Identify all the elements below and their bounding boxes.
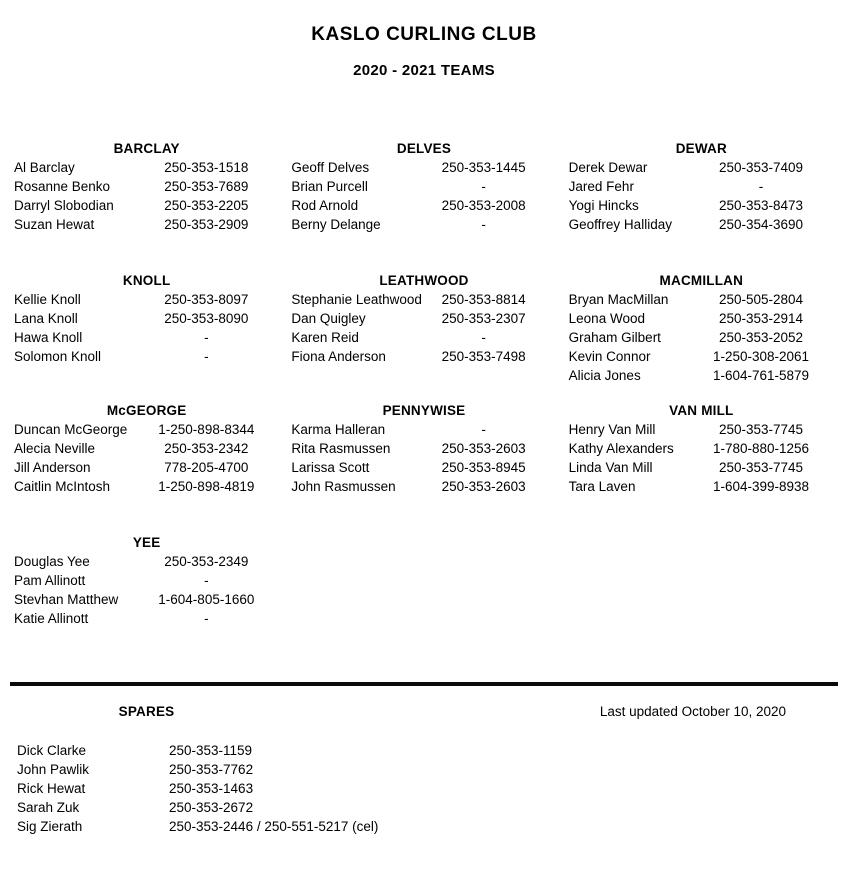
member-name: Karma Halleran	[291, 422, 386, 437]
team-name: PENNYWISE	[382, 403, 466, 418]
member-name: Karen Reid	[291, 330, 359, 345]
member-name: Brian Purcell	[291, 179, 368, 194]
member-name: Al Barclay	[14, 160, 75, 175]
team-member-row	[291, 420, 556, 439]
member-phone: 250-353-7745	[718, 460, 804, 475]
team-member-row	[14, 158, 279, 177]
member-phone: 250-353-7689	[164, 179, 249, 194]
team-member-row	[569, 290, 834, 309]
team-name: DELVES	[396, 141, 452, 156]
team-member-row	[14, 347, 279, 366]
member-phone: 1-250-898-4819	[158, 479, 255, 494]
team-name: MACMILLAN	[659, 273, 744, 288]
member-phone: 1-604-805-1660	[158, 592, 255, 607]
member-name: Stephanie Leathwood	[291, 292, 422, 307]
team-name: KNOLL	[122, 273, 171, 288]
member-name: Rod Arnold	[291, 198, 359, 213]
roster-page	[0, 24, 848, 836]
member-name: Lana Knoll	[14, 311, 78, 326]
team-member-row	[14, 590, 279, 609]
member-name: Fiona Anderson	[291, 349, 386, 364]
team-member-row	[291, 477, 556, 496]
member-name: Jill Anderson	[14, 460, 91, 475]
page-subtitle: 2020 - 2021 TEAMS	[353, 62, 495, 79]
spare-row	[17, 798, 834, 817]
spare-row	[17, 817, 834, 836]
team-grid-row	[14, 533, 834, 628]
member-name: Alecia Neville	[14, 441, 96, 456]
member-phone: -	[204, 349, 209, 364]
spare-phone: 250-353-2672	[169, 800, 254, 815]
team-member-row	[569, 309, 834, 328]
empty-cell	[291, 533, 556, 628]
member-phone: 250-353-8814	[441, 292, 526, 307]
team-block-pennywise	[291, 401, 556, 496]
team-name: BARCLAY	[113, 141, 180, 156]
team-block-dewar	[569, 139, 834, 234]
spares-heading: SPARES	[118, 704, 175, 719]
team-block-yee	[14, 533, 279, 628]
team-block-van-mill	[569, 401, 834, 496]
team-member-row	[14, 309, 279, 328]
team-block-mcgeorge	[14, 401, 279, 496]
member-phone: -	[758, 179, 764, 194]
member-name: Kathy Alexanders	[568, 441, 674, 456]
member-name: Suzan Hewat	[14, 217, 95, 232]
empty-cell	[569, 533, 834, 628]
member-name: Caitlin McIntosh	[14, 479, 111, 494]
member-phone: 250-353-2603	[441, 441, 526, 456]
member-phone: 1-250-898-8344	[158, 422, 255, 437]
team-block-delves	[291, 139, 556, 234]
team-member-row	[291, 196, 556, 215]
team-name: McGEORGE	[106, 403, 187, 418]
team-member-row	[14, 477, 279, 496]
team-member-row	[291, 177, 556, 196]
member-phone: -	[481, 179, 486, 194]
member-phone: 250-353-1445	[441, 160, 526, 175]
member-name: Rosanne Benko	[14, 179, 111, 194]
spare-name: John Pawlik	[17, 762, 90, 777]
team-member-row	[569, 347, 834, 366]
team-member-row	[569, 328, 834, 347]
member-phone: 778-205-4700	[164, 460, 249, 475]
member-name: Rita Rasmussen	[291, 441, 391, 456]
member-name: Henry Van Mill	[568, 422, 656, 437]
member-name: Jared Fehr	[568, 179, 634, 194]
team-member-row	[569, 158, 834, 177]
spare-phone: 250-353-7762	[169, 762, 254, 777]
team-member-row	[14, 571, 279, 590]
spares-list	[14, 741, 834, 836]
member-name: Dan Quigley	[291, 311, 366, 326]
team-member-row	[291, 309, 556, 328]
team-member-row	[569, 458, 834, 477]
member-phone: 1-604-399-8938	[712, 479, 810, 494]
member-name: Yogi Hincks	[568, 198, 639, 213]
team-block-barclay	[14, 139, 279, 234]
spare-phone: 250-353-2446 / 250-551-5217 (cel)	[169, 819, 379, 834]
spare-name: Sig Zierath	[17, 819, 83, 834]
member-phone: 250-353-2909	[164, 217, 249, 232]
member-name: Alicia Jones	[568, 368, 641, 383]
member-name: Darryl Slobodian	[14, 198, 114, 213]
member-phone: 250-353-2342	[164, 441, 249, 456]
member-name: Geoffrey Halliday	[568, 217, 672, 232]
member-phone: -	[481, 217, 486, 232]
member-phone: 250-353-7745	[718, 422, 804, 437]
member-name: Pam Allinott	[14, 573, 86, 588]
spare-phone: 250-353-1463	[169, 781, 254, 796]
member-phone: 250-505-2804	[718, 292, 804, 307]
team-name: DEWAR	[675, 141, 727, 156]
member-name: Geoff Delves	[291, 160, 370, 175]
team-member-row	[14, 196, 279, 215]
member-name: Stevhan Matthew	[14, 592, 119, 607]
team-member-row	[14, 420, 279, 439]
member-name: Solomon Knoll	[14, 349, 102, 364]
spare-phone: 250-353-1159	[169, 743, 253, 758]
spare-name: Dick Clarke	[17, 743, 87, 758]
team-member-row	[569, 196, 834, 215]
member-phone: 250-353-7409	[718, 160, 804, 175]
member-phone: 250-353-8090	[164, 311, 249, 326]
team-grid-row	[14, 401, 834, 496]
member-phone: 250-353-2349	[164, 554, 249, 569]
team-member-row	[14, 177, 279, 196]
team-member-row	[569, 366, 834, 385]
member-name: Katie Allinott	[14, 611, 89, 626]
member-phone: 250-353-8945	[441, 460, 526, 475]
member-phone: -	[204, 330, 209, 345]
member-phone: 250-354-3690	[718, 217, 804, 232]
team-member-row	[291, 290, 556, 309]
member-name: Graham Gilbert	[568, 330, 661, 345]
member-name: Hawa Knoll	[14, 330, 83, 345]
member-phone: 250-353-7498	[441, 349, 526, 364]
team-grid-row	[14, 139, 834, 234]
team-block-macmillan	[569, 271, 834, 385]
last-updated-text: Last updated October 10, 2020	[599, 704, 786, 719]
team-member-row	[569, 177, 834, 196]
member-phone: 250-353-8473	[718, 198, 804, 213]
member-phone: 250-353-2307	[441, 311, 526, 326]
team-member-row	[291, 158, 556, 177]
member-name: Derek Dewar	[568, 160, 648, 175]
member-phone: 250-353-2914	[718, 311, 804, 326]
member-phone: -	[204, 573, 209, 588]
team-block-knoll	[14, 271, 279, 385]
member-phone: 1-780-880-1256	[712, 441, 810, 456]
team-member-row	[14, 552, 279, 571]
member-phone: -	[481, 330, 486, 345]
team-grid-row	[14, 271, 834, 385]
team-name: YEE	[132, 535, 161, 550]
member-phone: 1-604-761-5879	[712, 368, 810, 383]
spare-row	[17, 779, 834, 798]
team-member-row	[291, 458, 556, 477]
member-phone: 1-250-308-2061	[712, 349, 810, 364]
team-member-row	[14, 215, 279, 234]
member-name: Berny Delange	[291, 217, 381, 232]
spare-name: Sarah Zuk	[17, 800, 80, 815]
spares-header-row	[14, 704, 834, 719]
team-member-row	[14, 439, 279, 458]
spare-row	[17, 741, 834, 760]
team-member-row	[569, 420, 834, 439]
member-name: Kellie Knoll	[14, 292, 81, 307]
team-block-leathwood	[291, 271, 556, 385]
team-member-row	[14, 290, 279, 309]
spare-row	[17, 760, 834, 779]
member-phone: 250-353-8097	[164, 292, 249, 307]
team-name: LEATHWOOD	[379, 273, 469, 288]
member-name: Leona Wood	[568, 311, 645, 326]
section-divider	[10, 682, 838, 686]
member-phone: 250-353-2008	[441, 198, 526, 213]
team-member-row	[14, 328, 279, 347]
spare-name: Rick Hewat	[17, 781, 86, 796]
team-member-row	[291, 215, 556, 234]
team-member-row	[291, 347, 556, 366]
team-member-row	[14, 458, 279, 477]
member-name: Bryan MacMillan	[568, 292, 669, 307]
team-member-row	[291, 439, 556, 458]
team-member-row	[14, 609, 279, 628]
team-member-row	[569, 477, 834, 496]
member-phone: 250-353-2205	[164, 198, 249, 213]
member-name: Tara Laven	[568, 479, 636, 494]
member-phone: -	[204, 611, 209, 626]
team-member-row	[291, 328, 556, 347]
team-member-row	[569, 439, 834, 458]
member-phone: 250-353-2052	[718, 330, 804, 345]
member-phone: 250-353-2603	[441, 479, 526, 494]
member-name: Kevin Connor	[568, 349, 651, 364]
team-member-row	[569, 215, 834, 234]
member-phone: -	[481, 422, 486, 437]
member-name: Duncan McGeorge	[14, 422, 128, 437]
member-name: John Rasmussen	[291, 479, 396, 494]
page-title: KASLO CURLING CLUB	[311, 24, 537, 45]
team-name: VAN MILL	[669, 403, 734, 418]
member-name: Douglas Yee	[14, 554, 90, 569]
member-name: Larissa Scott	[291, 460, 370, 475]
teams-section	[14, 139, 834, 628]
member-phone: 250-353-1518	[164, 160, 249, 175]
member-name: Linda Van Mill	[568, 460, 653, 475]
